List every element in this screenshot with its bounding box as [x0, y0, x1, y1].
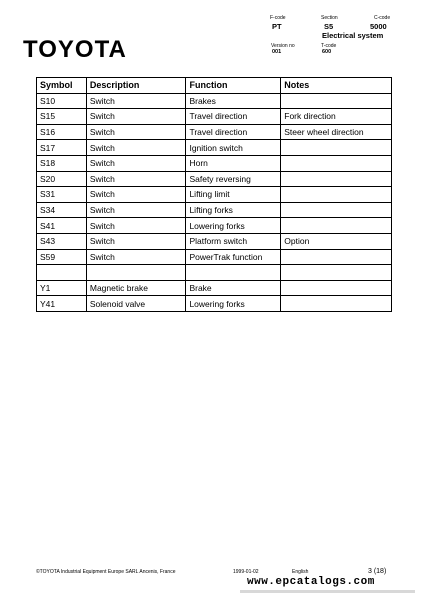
- cell-description: Switch: [86, 233, 186, 249]
- cell-function: Travel direction: [186, 109, 281, 125]
- table-row: [37, 296, 392, 312]
- cell-function: Brakes: [186, 93, 281, 109]
- table-row: [37, 171, 392, 187]
- cell-function: Lifting forks: [186, 202, 281, 218]
- cell-notes: [281, 155, 392, 171]
- cell-symbol: [37, 265, 87, 281]
- component-table: [36, 77, 392, 312]
- cell-notes: [281, 202, 392, 218]
- cell-notes: Option: [281, 233, 392, 249]
- ccode-value: 5000: [370, 22, 387, 31]
- section-title: Electrical system: [322, 31, 384, 40]
- cell-symbol: S20: [37, 171, 87, 187]
- ccode-label: C-code: [374, 15, 391, 21]
- table-row: [37, 280, 392, 296]
- table-row: [37, 155, 392, 171]
- cell-description: [86, 265, 186, 281]
- cell-symbol: Y1: [37, 280, 87, 296]
- cell-notes: [281, 140, 392, 156]
- cell-symbol: S15: [37, 109, 87, 125]
- cell-function: Travel direction: [186, 124, 281, 140]
- table-row: [37, 140, 392, 156]
- cell-function: Platform switch: [186, 233, 281, 249]
- version-label: Version no: [271, 43, 295, 49]
- cell-symbol: Y41: [37, 296, 87, 312]
- footer-language: English: [292, 569, 309, 575]
- cell-symbol: S16: [37, 124, 87, 140]
- cell-function: Lowering forks: [186, 218, 281, 234]
- cell-description: Switch: [86, 187, 186, 203]
- cell-symbol: S34: [37, 202, 87, 218]
- cell-description: Switch: [86, 140, 186, 156]
- cell-description: Switch: [86, 93, 186, 109]
- cell-symbol: S59: [37, 249, 87, 265]
- cell-notes: Fork direction: [281, 109, 392, 125]
- tcode-value: 600: [322, 49, 332, 55]
- footer-copyright: ©TOYOTA Industrial Equipment Europe SARL Ancenis, France: [36, 569, 176, 575]
- table-row: [37, 202, 392, 218]
- table-row: [37, 109, 392, 125]
- table-row: [37, 249, 392, 265]
- cell-symbol: S41: [37, 218, 87, 234]
- cell-notes: Steer wheel direction: [281, 124, 392, 140]
- fcode-label: F-code: [270, 15, 286, 21]
- cell-description: Switch: [86, 171, 186, 187]
- cell-symbol: S18: [37, 155, 87, 171]
- table-row: [37, 218, 392, 234]
- table-row: [37, 187, 392, 203]
- section-label: Section: [321, 15, 338, 21]
- cell-function: Ignition switch: [186, 140, 281, 156]
- cell-function: [186, 265, 281, 281]
- cell-description: Switch: [86, 109, 186, 125]
- cell-description: Solenoid valve: [86, 296, 186, 312]
- cell-description: Switch: [86, 124, 186, 140]
- cell-notes: [281, 265, 392, 281]
- cell-notes: [281, 296, 392, 312]
- cell-function: Lowering forks: [186, 296, 281, 312]
- watermark-bar: [240, 590, 415, 593]
- tcode-label: T-code: [321, 43, 337, 49]
- cell-description: Switch: [86, 202, 186, 218]
- cell-description: Switch: [86, 155, 186, 171]
- cell-function: Safety reversing: [186, 171, 281, 187]
- footer-date: 1999-01-02: [233, 569, 259, 575]
- footer-page-number: 3 (18): [368, 568, 387, 575]
- cell-description: Switch: [86, 249, 186, 265]
- cell-symbol: S31: [37, 187, 87, 203]
- cell-notes: [281, 280, 392, 296]
- cell-symbol: S17: [37, 140, 87, 156]
- toyota-logo: TOYOTA: [23, 36, 127, 63]
- cell-notes: [281, 93, 392, 109]
- cell-description: Magnetic brake: [86, 280, 186, 296]
- table-row-empty: [37, 265, 392, 281]
- cell-notes: [281, 187, 392, 203]
- cell-function: Lifting limit: [186, 187, 281, 203]
- cell-description: Switch: [86, 218, 186, 234]
- table-header-row: [37, 78, 392, 94]
- table-row: [37, 124, 392, 140]
- header-function: Function: [186, 78, 281, 94]
- cell-notes: [281, 171, 392, 187]
- cell-symbol: S10: [37, 93, 87, 109]
- cell-notes: [281, 218, 392, 234]
- cell-function: Brake: [186, 280, 281, 296]
- fcode-value: PT: [272, 22, 282, 31]
- version-value: 001: [272, 49, 282, 55]
- cell-function: PowerTrak function: [186, 249, 281, 265]
- table-row: [37, 233, 392, 249]
- cell-notes: [281, 249, 392, 265]
- header-notes: Notes: [281, 78, 392, 94]
- section-value: S5: [324, 22, 334, 31]
- cell-function: Horn: [186, 155, 281, 171]
- watermark: www.epcatalogs.com: [247, 576, 375, 588]
- table-row: [37, 93, 392, 109]
- header-symbol: Symbol: [37, 78, 87, 94]
- header-description: Description: [86, 78, 186, 94]
- cell-symbol: S43: [37, 233, 87, 249]
